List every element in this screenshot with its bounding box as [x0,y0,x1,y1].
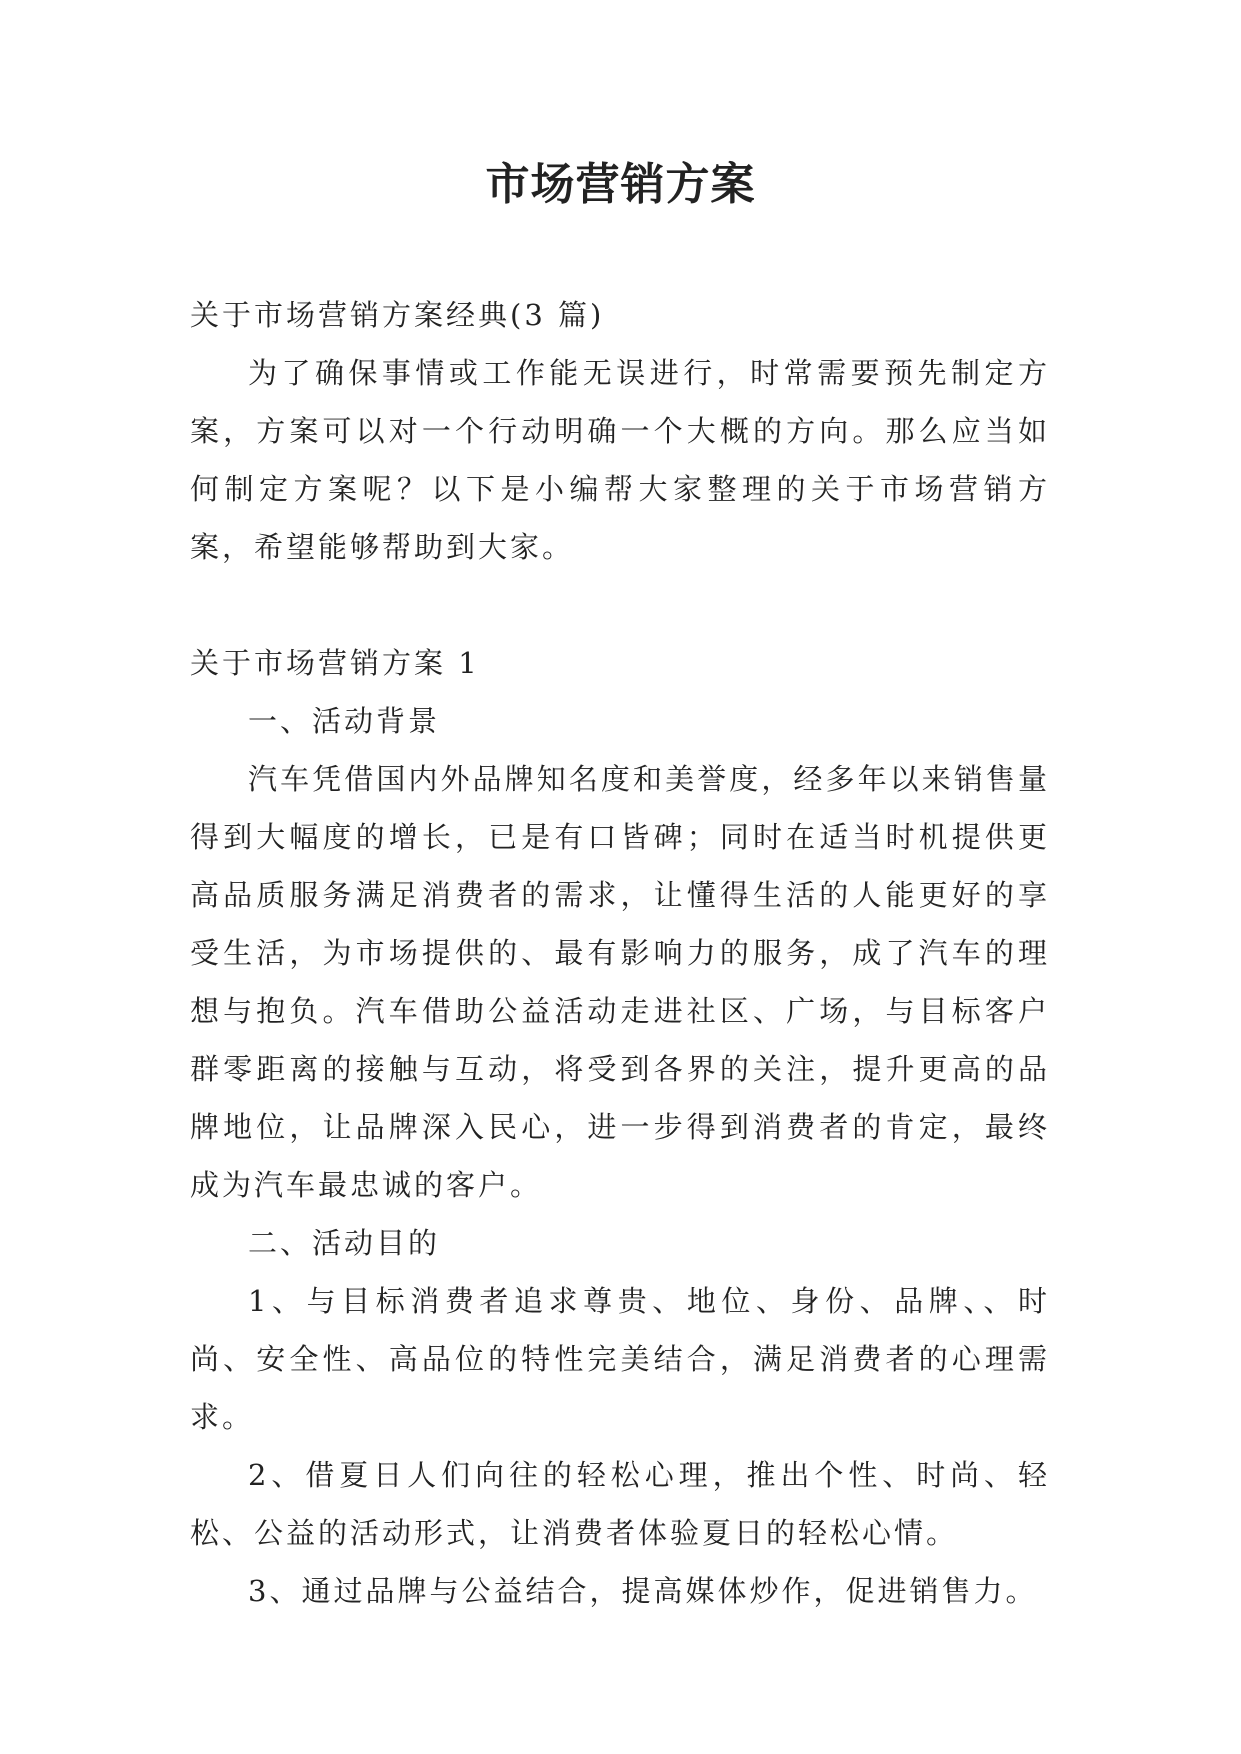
heading-background: 一、活动背景 [248,704,441,738]
heading-purpose: 二、活动目的 [248,1226,441,1260]
purpose-item-2: 2、借夏日人们向往的轻松心理，推出个性、时尚、轻松、公益的活动形式，让消费者体验夏日的轻松心情。 [190,1458,1050,1550]
section-title: 关于市场营销方案 1 [190,646,480,680]
intro-paragraph: 为了确保事情或工作能无误进行，时常需要预先制定方案，方案可以对一个行动明确一个大概的方向。那么应当如何制定方案呢？以下是小编帮大家整理的关于市场营销方案，希望能够帮助到大家。 [190,356,1050,564]
purpose-item-1: 1、与目标消费者追求尊贵、地位、身份、品牌、、时尚、安全性、高品位的特性完美结合，满足消费者的心理需求。 [190,1284,1050,1434]
page-title: 市场营销方案 [485,159,756,210]
document-subtitle: 关于市场营销方案经典(3 篇) [190,298,605,332]
spacer [190,576,1050,634]
document-body [190,286,1050,1620]
purpose-item-3: 3、通过品牌与公益结合，提高媒体炒作，促进销售力。 [248,1574,1038,1608]
background-paragraph: 汽车凭借国内外品牌知名度和美誉度，经多年以来销售量得到大幅度的增长，已是有口皆碑；同时在适当时机提供更高品质服务满足消费者的需求，让懂得生活的人能更好的享受生活，为市场提供的、最有影响力的服务，成了汽车的理想与抱负。汽车借助公益活动走进社区、广场，与目标客户群零距离的接触与互动，将受到各界的关注，提升更高的品牌地位，让品牌深入民心，进一步得到消费者的肯定，最终成为汽车最忠诚的客户。 [190,762,1050,1202]
